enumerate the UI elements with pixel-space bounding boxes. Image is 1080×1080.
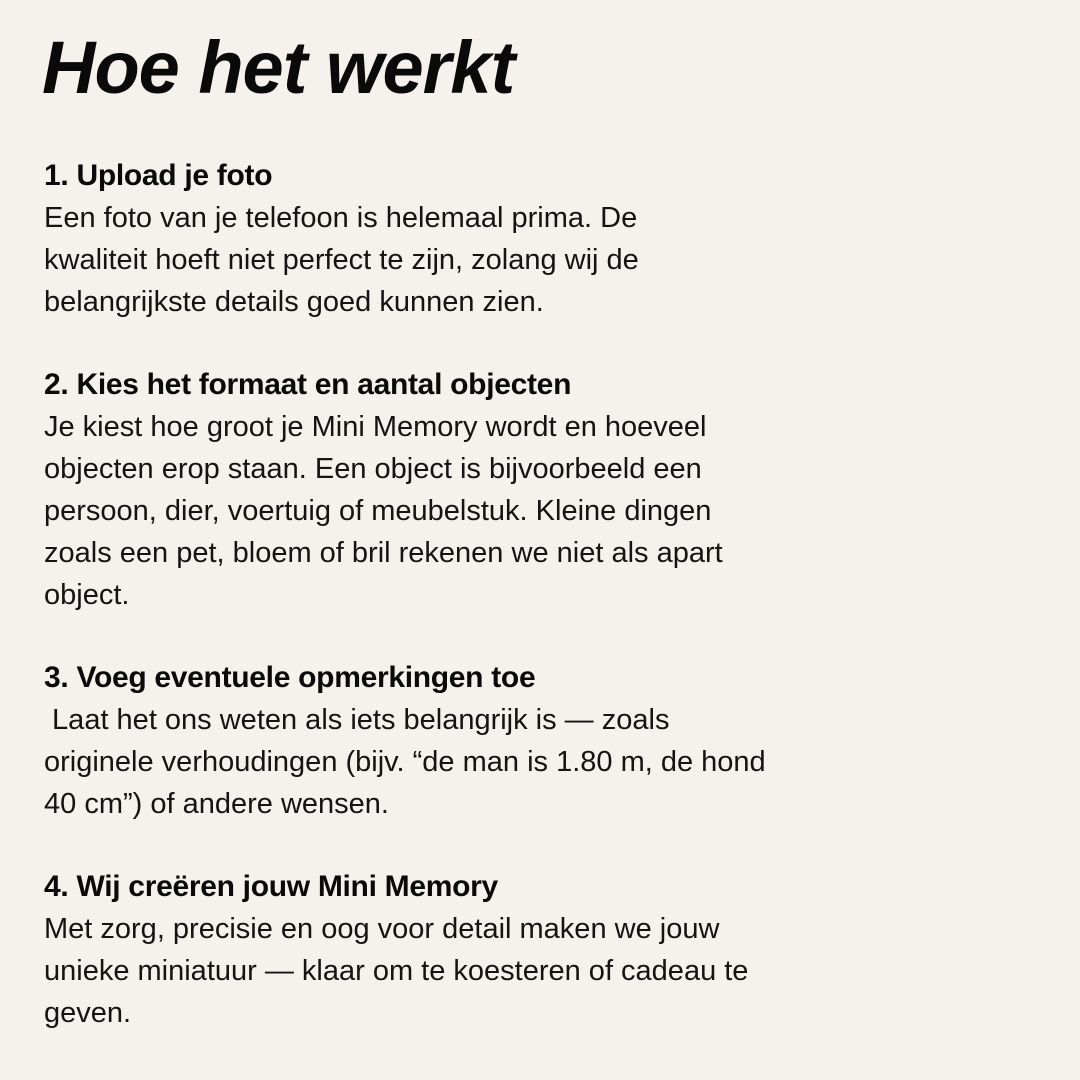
step-text-line: Met zorg, precisie en oog voor detail maken we jouw: [44, 913, 720, 945]
step-description: [44, 908, 944, 1034]
step-heading: 1. Upload je foto: [44, 159, 273, 192]
step-text-line: zoals een pet, bloem of bril rekenen we niet als apart: [44, 537, 723, 569]
step-text-line: geven.: [44, 997, 132, 1029]
step-text-line: unieke miniatuur — klaar om te koesteren of cadeau te: [44, 955, 749, 987]
step-description: [44, 197, 944, 323]
step-add-remarks: [44, 657, 944, 825]
step-text-line: Laat het ons weten als iets belangrijk is — zoals: [44, 704, 670, 736]
step-text-line: object.: [44, 579, 130, 611]
step-heading: 2. Kies het formaat en aantal objecten: [44, 368, 572, 401]
step-description: [44, 406, 944, 616]
step-text-line: belangrijkste details goed kunnen zien.: [44, 286, 544, 318]
step-text-line: Een foto van je telefoon is helemaal prima. De: [44, 202, 638, 234]
step-text-line: 40 cm”) of andere wensen.: [44, 788, 389, 820]
step-text-line: kwaliteit hoeft niet perfect te zijn, zolang wij de: [44, 244, 639, 276]
step-heading: 3. Voeg eventuele opmerkingen toe: [44, 661, 536, 694]
step-text-line: Je kiest hoe groot je Mini Memory wordt en hoeveel: [44, 411, 707, 443]
step-text-line: originele verhoudingen (bijv. “de man is 1.80 m, de hond: [44, 746, 766, 778]
step-text-line: objecten erop staan. Een object is bijvoorbeeld een: [44, 453, 702, 485]
step-description: [44, 699, 944, 825]
step-heading: 4. Wij creëren jouw Mini Memory: [44, 870, 498, 903]
page-title: Hoe het werkt: [42, 26, 515, 109]
step-we-create: [44, 866, 944, 1034]
step-choose-format: [44, 364, 944, 616]
step-text-line: persoon, dier, voertuig of meubelstuk. Kleine dingen: [44, 495, 712, 527]
step-upload-photo: [44, 155, 944, 323]
